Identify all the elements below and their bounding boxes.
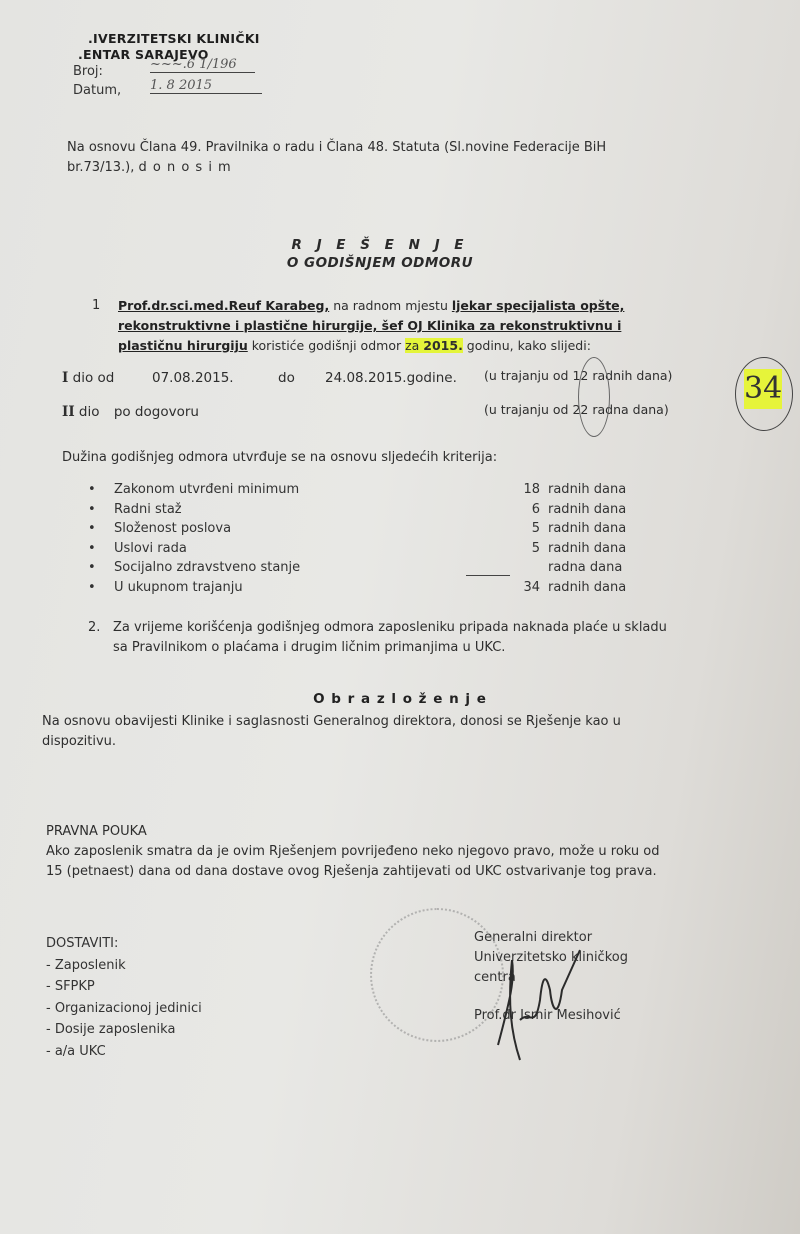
- obrazlozenje-text: [42, 712, 762, 752]
- part1-row: [62, 370, 114, 386]
- dostaviti-item: - Zaposlenik: [46, 957, 126, 973]
- document-subtitle: O GODIŠNJEM ODMORU: [286, 255, 474, 271]
- preamble-line1: Na osnovu Člana 49. Pravilnika o radu i Člana 48. Statuta (Sl.novine Federacije BiH: [67, 140, 607, 155]
- item1-text-c: godinu, kako slijedi:: [462, 338, 591, 353]
- obrazlozenje-line1: Na osnovu obavijesti Klinike i saglasnosti Generalnog direktora, donosi se Rješenje kao u: [42, 714, 621, 729]
- donosim: d o n o s i m: [138, 160, 232, 175]
- criteria-unit: radnih dana: [548, 501, 627, 517]
- signature-title: Generalni direktor: [474, 930, 593, 945]
- part2-label-suffix: dio: [74, 404, 100, 420]
- document-title: R J E Š E N J E: [291, 237, 469, 253]
- part2-label: II: [62, 404, 75, 420]
- bullet-icon: •: [88, 560, 96, 575]
- part1-to-label: do: [278, 370, 295, 386]
- criteria-item: [88, 521, 708, 541]
- pravna-pouka-title: PRAVNA POUKA: [46, 824, 147, 839]
- criteria-intro: Dužina godišnjeg odmora utvrđuje se na osnovu sljedećih kriterija:: [62, 450, 498, 465]
- year-prefix: za: [405, 338, 424, 353]
- obrazlozenje-title: O b r a z l o ž e n j e: [313, 691, 487, 707]
- preamble: [67, 138, 747, 178]
- part2-note: po dogovoru: [113, 404, 199, 420]
- criteria-unit: radnih dana: [548, 521, 627, 536]
- criteria-name: Zakonom utvrđeni minimum: [114, 482, 300, 497]
- broj-handwritten: ~~~.6 1/196: [150, 57, 255, 73]
- signatory-name: Prof.dr Ismir Mesihović: [474, 1008, 621, 1023]
- dostaviti-item: - SFPKP: [46, 979, 95, 994]
- criteria-days: 18: [523, 482, 540, 497]
- part2-duration-post: radna dana): [592, 402, 669, 417]
- year-value: 2015.: [423, 338, 463, 353]
- criteria-name: Uslovi rada: [114, 540, 187, 556]
- bullet-icon: •: [88, 482, 96, 497]
- item2-line2: sa Pravilnikom o plaćama i drugim ličnim primanjima u UKC.: [113, 640, 506, 655]
- part1-duration-pre: (u trajanju od: [484, 368, 569, 383]
- part1-to: 24.08.2015.godine.: [325, 370, 457, 386]
- criteria-item: [88, 541, 708, 561]
- criteria-unit: radnih dana: [548, 540, 627, 556]
- part2-days: 22: [572, 402, 589, 417]
- bullet-icon: •: [88, 521, 96, 536]
- criteria-unit: radnih dana: [548, 482, 627, 497]
- item1-text-b: koristiće godišnji odmor: [247, 338, 406, 353]
- handwritten-signature: [480, 940, 600, 1070]
- pravna-pouka-line1: Ako zaposlenik smatra da je ovim Rješenjem povrijeđeno neko njegovo pravo, može u roku od: [46, 844, 660, 859]
- datum-label: Datum,: [73, 83, 122, 98]
- dostaviti-block: [46, 933, 202, 1062]
- criteria-days: 34: [523, 579, 540, 595]
- criteria-name: Radni staž: [114, 501, 182, 517]
- criteria-item: [88, 580, 708, 600]
- sum-line: [466, 575, 510, 576]
- signature-institution: Univerzitetsko kliničkog: [474, 950, 628, 965]
- pravna-pouka-line2: 15 (petnaest) dana od dana dostave ovog Rješenja zahtijevati od UKC ostvarivanje tog prava.: [46, 864, 657, 879]
- dostaviti-title: DOSTAVITI:: [46, 936, 119, 951]
- criteria-name: Složenost poslova: [114, 521, 232, 536]
- item2-number: 2.: [88, 620, 101, 635]
- position-line2: rekonstruktivne i plastične hirurgije, šef OJ Klinika za rekonstruktivnu i: [118, 318, 622, 333]
- criteria-days: 5: [531, 521, 540, 536]
- dostaviti-item: - Dosije zaposlenika: [46, 1022, 176, 1037]
- preamble-ref: br.73/13.),: [67, 160, 135, 175]
- part2-duration-pre: (u trajanju od: [484, 402, 569, 417]
- pravna-pouka: [46, 822, 786, 882]
- criteria-unit: radna dana: [548, 560, 623, 575]
- handwritten-total: 34: [744, 369, 782, 409]
- criteria-item: [88, 502, 708, 522]
- item1-number: 1: [92, 298, 101, 313]
- item2-text: [113, 618, 753, 658]
- criteria-days: 5: [531, 540, 540, 556]
- part1-from: 07.08.2015.: [152, 370, 234, 386]
- criteria-days: 6: [531, 501, 540, 517]
- part1-duration-post: radnih dana): [592, 368, 673, 383]
- item2-line1: Za vrijeme korišćenja godišnjeg odmora zaposleniku pripada naknada plaće u skladu: [113, 620, 667, 635]
- institution-name-line1: .IVERZITETSKI KLINIČKI: [88, 31, 260, 46]
- criteria-name: Socijalno zdravstveno stanje: [114, 560, 301, 575]
- bullet-icon: •: [88, 579, 96, 595]
- dostaviti-item: - Organizacionoj jedinici: [46, 1000, 202, 1016]
- part1-label-suffix: dio od: [68, 370, 115, 386]
- institution-name-line2: .ENTAR SARAJEVO: [78, 47, 209, 62]
- position-line1: ljekar specijalista opšte,: [451, 298, 625, 313]
- datum-value: [150, 78, 262, 94]
- year-highlight: [405, 338, 463, 353]
- criteria-item: [88, 560, 708, 580]
- part2-duration: [484, 402, 669, 417]
- criteria-list: [88, 482, 708, 599]
- employee-name: Prof.dr.sci.med.Reuf Karabeg,: [118, 298, 330, 313]
- signature-institution-2: centra: [474, 970, 516, 985]
- broj-value: [150, 57, 255, 73]
- broj-label: Broj:: [73, 64, 103, 79]
- datum-handwritten: 1. 8 2015: [150, 78, 262, 94]
- part1-label: I: [62, 370, 69, 386]
- bullet-icon: •: [88, 501, 96, 517]
- bullet-icon: •: [88, 540, 96, 556]
- obrazlozenje-line2: dispozitivu.: [42, 734, 117, 749]
- preamble-line2: [67, 158, 747, 178]
- item1-text: [118, 296, 738, 356]
- part1-days: 12: [572, 368, 589, 383]
- position-line3: plastičnu hirurgiju: [118, 338, 248, 353]
- criteria-name: U ukupnom trajanju: [114, 579, 243, 595]
- criteria-item: [88, 482, 708, 502]
- handwritten-circle-days: [578, 357, 610, 437]
- item1-text-a: na radnom mjestu: [329, 298, 452, 313]
- part2-row: [62, 404, 199, 420]
- dostaviti-item: - a/a UKC: [46, 1043, 106, 1059]
- criteria-unit: radnih dana: [548, 579, 627, 595]
